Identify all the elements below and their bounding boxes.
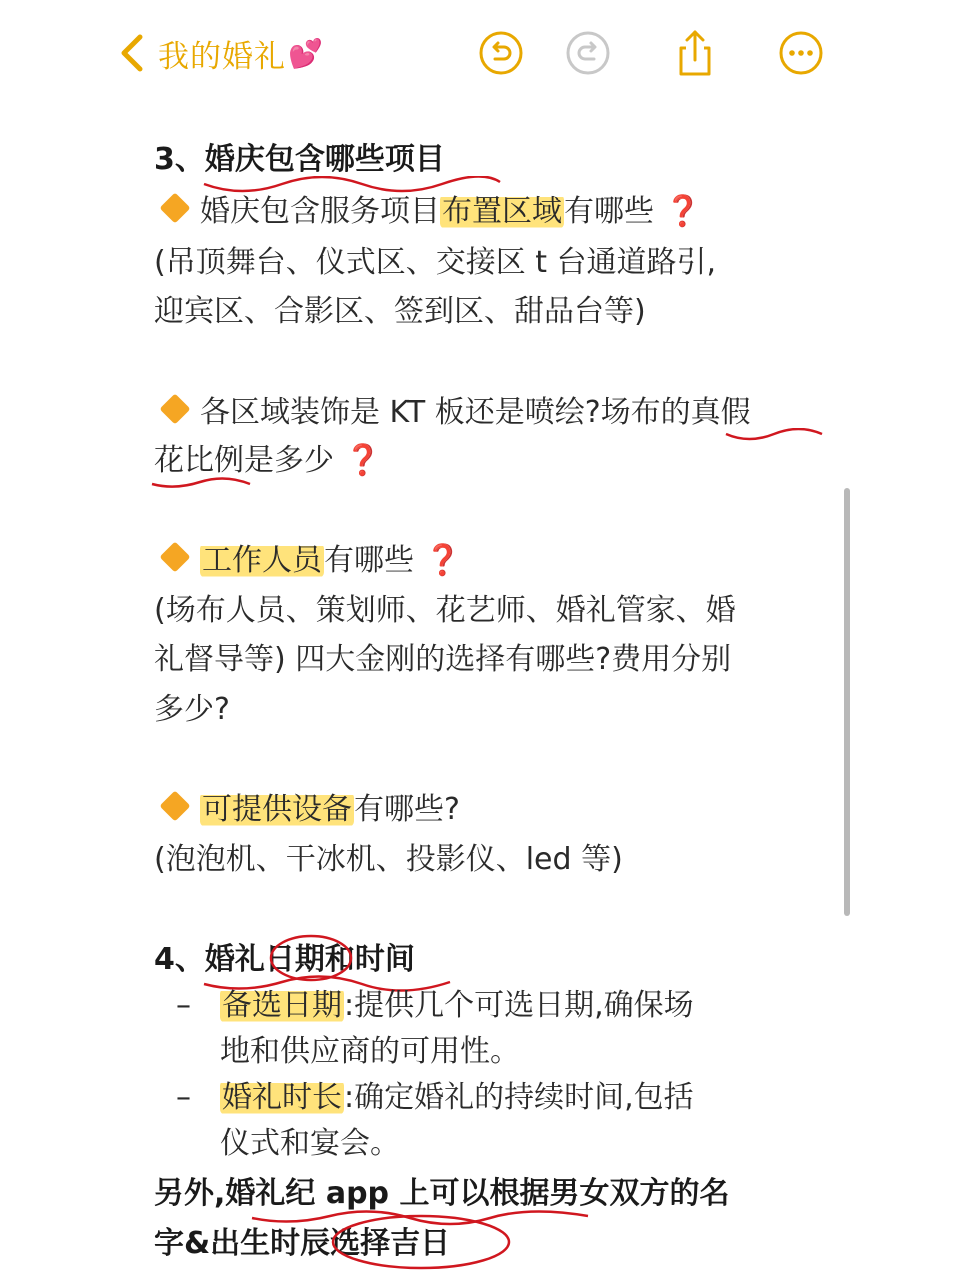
redo-button[interactable]: [563, 28, 613, 78]
red-question-icon: ❓: [424, 543, 462, 578]
highlight: 工作人员: [202, 543, 322, 578]
item-staff-detail-1: (场布人员、策划师、花艺师、婚礼管家、婚: [154, 593, 736, 628]
footer-line-2: 字&出生时辰选择吉日: [154, 1226, 451, 1261]
red-question-icon: ❓: [344, 443, 382, 478]
bullet-duration-cont: 仪式和宴会。: [220, 1126, 400, 1161]
undo-icon: [477, 29, 525, 77]
section-3-title: 3、婚庆包含哪些项目: [154, 142, 445, 177]
item-decor-detail-2: 迎宾区、合影区、签到区、甜品台等): [154, 294, 646, 329]
bullet-backup-dates: – 备选日期:提供几个可选日期,确保场: [176, 988, 694, 1023]
orange-diamond-icon: [159, 541, 190, 572]
share-button[interactable]: [670, 28, 720, 78]
item-equipment-detail: (泡泡机、干冰机、投影仪、led 等): [154, 842, 623, 877]
item-decor-detail-1: (吊顶舞台、仪式区、交接区 t 台通道路引,: [154, 245, 717, 280]
orange-diamond-icon: [159, 192, 190, 223]
back-button[interactable]: [114, 28, 323, 78]
orange-diamond-icon: [159, 790, 190, 821]
item-materials-line2: 花比例是多少 ❓: [154, 443, 382, 478]
scrollbar[interactable]: [844, 488, 850, 916]
heart-emoji: 💕: [288, 36, 323, 70]
nav-bar: [0, 0, 960, 110]
share-icon: [670, 28, 720, 78]
item-staff: 工作人员有哪些 ❓: [154, 539, 461, 583]
highlight: 婚礼时长: [222, 1080, 342, 1115]
more-icon: [777, 29, 825, 77]
orange-diamond-icon: [159, 393, 190, 424]
highlight: 备选日期: [222, 988, 342, 1023]
bullet-duration: – 婚礼时长:确定婚礼的持续时间,包括: [176, 1080, 694, 1115]
highlight: 可提供设备: [202, 792, 352, 827]
item-materials-line1: 各区域装饰是 KT 板还是喷绘?场布的真假: [154, 391, 751, 435]
back-label: 我的婚礼: [158, 38, 286, 75]
item-equipment: 可提供设备有哪些?: [154, 788, 460, 832]
section-4-title: 4、婚礼日期和时间: [154, 942, 415, 977]
highlight: 布置区域: [442, 194, 562, 229]
item-decor-areas: 婚庆包含服务项目布置区域有哪些 ❓: [154, 190, 701, 234]
bullet-backup-dates-cont: 地和供应商的可用性。: [220, 1034, 520, 1069]
undo-button[interactable]: [476, 28, 526, 78]
more-button[interactable]: [776, 28, 826, 78]
redo-icon: [564, 29, 612, 77]
item-staff-detail-2: 礼督导等) 四大金刚的选择有哪些?费用分别: [154, 642, 732, 677]
red-question-icon: ❓: [664, 194, 702, 229]
chevron-left-icon: [114, 31, 154, 75]
item-staff-detail-3: 多少?: [154, 692, 230, 727]
footer-line-1: 另外,婚礼纪 app 上可以根据男女双方的名: [154, 1176, 730, 1211]
